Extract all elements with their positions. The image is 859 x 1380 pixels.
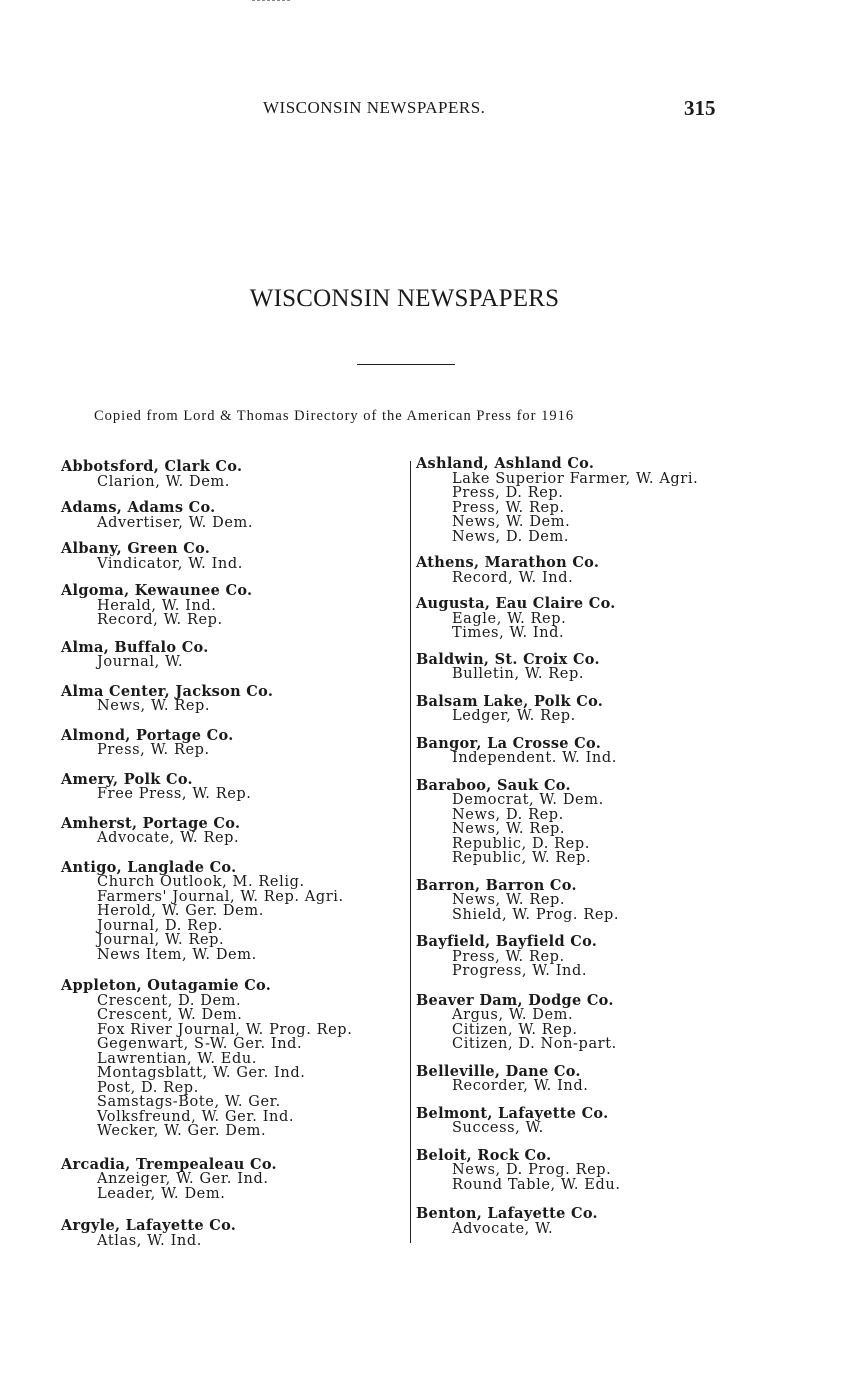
directory-entry — [61, 770, 406, 802]
directory-entry — [416, 876, 751, 923]
directory-entry — [416, 1062, 751, 1094]
source-note: Copied from Lord & Thomas Directory of the American Press for 1916 — [94, 408, 575, 424]
newspaper-listing: Independent. W. Ind. — [452, 750, 617, 766]
newspaper-listing: News, D. Dem. — [452, 528, 570, 545]
directory-entry — [61, 858, 406, 963]
town-name: Almond, Portage Co. — [61, 726, 234, 744]
town-name: Arcadia, Trempealeau Co. — [61, 1155, 277, 1173]
newspaper-listing: Citizen, D. Non-part. — [452, 1036, 617, 1052]
directory-entry — [61, 979, 406, 1139]
newspaper-listing: Republic, W. Rep. — [452, 850, 592, 866]
running-head: WISCONSIN NEWSPAPERS. — [263, 98, 486, 117]
newspaper-listing: Crescent, D. Dem. — [97, 992, 242, 1009]
town-name: Benton, Lafayette Co. — [416, 1205, 598, 1222]
directory-entry — [416, 692, 751, 724]
town-name: Balsam Lake, Polk Co. — [416, 692, 604, 710]
newspaper-listing: Atlas, W. Ind. — [97, 1232, 202, 1249]
newspaper-listing: Republic, D. Rep. — [452, 835, 590, 852]
newspaper-listing: Recorder, W. Ind. — [452, 1078, 589, 1094]
newspaper-listing: News, W. Rep. — [452, 892, 566, 908]
town-name: Athens, Marathon Co. — [416, 554, 600, 571]
newspaper-listing: Farmers' Journal, W. Rep. Agri. — [97, 888, 344, 905]
newspaper-listing: Clarion, W. Dem. — [97, 473, 230, 490]
town-name: Amherst, Portage Co. — [61, 814, 241, 832]
newspaper-listing: Eagle, W. Rep. — [452, 610, 567, 627]
newspaper-listing: Progress, W. Ind. — [452, 963, 588, 979]
newspaper-listing: Free Press, W. Rep. — [97, 786, 252, 802]
directory-entry — [416, 1207, 751, 1236]
newspaper-listing: Wecker, W. Ger. Dem. — [97, 1123, 267, 1139]
town-name: Beloit, Rock Co. — [416, 1146, 552, 1164]
directory-entry — [416, 597, 751, 641]
town-name: Baldwin, St. Croix Co. — [416, 650, 600, 668]
newspaper-listing: Leader, W. Dem. — [97, 1185, 226, 1202]
title-divider — [357, 364, 455, 365]
newspaper-listing: Press, W. Rep. — [97, 742, 210, 758]
directory-entry — [61, 460, 406, 489]
directory-entry — [416, 776, 751, 866]
newspaper-listing: Montagsblatt, W. Ger. Ind. — [97, 1065, 306, 1081]
newspaper-listing: Post, D. Rep. — [97, 1079, 199, 1096]
left-column — [61, 460, 406, 1248]
town-name: Alma, Buffalo Co. — [61, 638, 209, 656]
newspaper-listing: Bulletin, W. Rep. — [452, 666, 585, 682]
town-name: Belleville, Dane Co. — [416, 1062, 581, 1080]
newspaper-listing: Journal, D. Rep. — [97, 917, 223, 934]
newspaper-listing: News, W. Rep. — [452, 821, 566, 837]
newspaper-listing: Lake Superior Farmer, W. Agri. — [452, 470, 699, 487]
newspaper-listing: News, W. Rep. — [97, 698, 211, 714]
town-name: Ashland, Ashland Co. — [416, 455, 595, 472]
newspaper-listing: Success, W. — [452, 1120, 544, 1136]
page-number: 315 — [684, 96, 716, 120]
town-name: Appleton, Outagamie Co. — [61, 977, 272, 994]
directory-entry — [416, 556, 751, 585]
page-title: WISCONSIN NEWSPAPERS — [249, 285, 560, 312]
town-name: Barron, Barron Co. — [416, 876, 577, 894]
town-name: Alma Center, Jackson Co. — [61, 682, 274, 700]
newspaper-listing: Press, W. Rep. — [452, 948, 565, 965]
newspaper-listing: Journal, W. Rep. — [97, 932, 225, 948]
directory-entry — [61, 638, 406, 670]
newspaper-listing: Anzeiger, W. Ger. Ind. — [97, 1171, 269, 1187]
directory-entry — [61, 584, 406, 628]
directory-entry — [61, 814, 406, 846]
newspaper-listing: Democrat, W. Dem. — [452, 792, 604, 808]
newspaper-listing: News Item, W. Dem. — [97, 946, 257, 963]
directory-entry — [61, 542, 406, 571]
directory-entry — [61, 501, 406, 530]
directory-entry — [416, 457, 751, 544]
newspaper-listing: Herald, W. Ind. — [97, 597, 217, 614]
directory-entry — [61, 1219, 406, 1248]
newspaper-listing: Record, W. Ind. — [452, 569, 574, 586]
newspaper-listing: Herold, W. Ger. Dem. — [97, 903, 264, 919]
town-name: Antigo, Langlade Co. — [61, 858, 237, 876]
town-name: Bangor, La Crosse Co. — [416, 734, 602, 752]
newspaper-listing: Press, W. Rep. — [452, 499, 565, 516]
directory-entry — [416, 1146, 751, 1193]
directory-entry — [416, 1104, 751, 1136]
newspaper-listing: Argus, W. Dem. — [452, 1007, 574, 1023]
newspaper-listing: News, D. Prog. Rep. — [452, 1162, 612, 1178]
newspaper-listing: Samstags-Bote, W. Ger. — [97, 1094, 281, 1110]
newspaper-listing: Journal, W. — [97, 654, 184, 670]
directory-entry — [61, 1155, 406, 1202]
column-divider — [410, 461, 411, 1243]
directory-entry — [416, 650, 751, 682]
newspaper-listing: Press, D. Rep. — [452, 485, 564, 501]
newspaper-listing: Lawrentian, W. Edu. — [97, 1050, 258, 1067]
newspaper-listing: Crescent, W. Dem. — [97, 1007, 243, 1023]
town-name: Amery, Polk Co. — [61, 770, 193, 788]
newspaper-listing: Volksfreund, W. Ger. Ind. — [97, 1108, 295, 1125]
town-name: Bayfield, Bayfield Co. — [416, 933, 598, 950]
directory-entry — [416, 935, 751, 979]
newspaper-listing: Vindicator, W. Ind. — [97, 555, 243, 572]
directory-entry — [61, 726, 406, 758]
town-name: Beaver Dam, Dodge Co. — [416, 991, 614, 1009]
newspaper-listing: Shield, W. Prog. Rep. — [452, 906, 620, 923]
town-name: Belmont, Lafayette Co. — [416, 1104, 609, 1122]
newspaper-listing: Church Outlook, M. Relig. — [97, 874, 305, 890]
newspaper-listing: Gegenwart, S-W. Ger. Ind. — [97, 1036, 303, 1052]
right-column — [416, 457, 751, 1236]
newspaper-listing: Record, W. Rep. — [97, 612, 223, 628]
top-edge-marks — [252, 0, 290, 4]
town-name: Albany, Green Co. — [61, 540, 211, 557]
town-name: Abbotsford, Clark Co. — [61, 458, 243, 475]
town-name: Adams, Adams Co. — [61, 499, 216, 516]
town-name: Algoma, Kewaunee Co. — [61, 582, 253, 599]
newspaper-listing: Ledger, W. Rep. — [452, 708, 576, 724]
newspaper-listing: Advertiser, W. Dem. — [97, 514, 254, 531]
newspaper-listing: Advocate, W. — [452, 1220, 554, 1237]
directory-entry — [416, 991, 751, 1052]
newspaper-listing: Times, W. Ind. — [452, 625, 565, 641]
newspaper-listing: Round Table, W. Edu. — [452, 1176, 621, 1193]
directory-entry — [61, 682, 406, 714]
newspaper-listing: Fox River Journal, W. Prog. Rep. — [97, 1021, 353, 1038]
newspaper-listing: Citizen, W. Rep. — [452, 1021, 578, 1038]
newspaper-listing: News, W. Dem. — [452, 514, 571, 530]
town-name: Argyle, Lafayette Co. — [61, 1217, 237, 1234]
directory-entry — [416, 734, 751, 766]
newspaper-listing: Advocate, W. Rep. — [97, 830, 240, 846]
town-name: Augusta, Eau Claire Co. — [416, 595, 616, 612]
newspaper-listing: News, D. Rep. — [452, 806, 564, 823]
town-name: Baraboo, Sauk Co. — [416, 776, 571, 794]
